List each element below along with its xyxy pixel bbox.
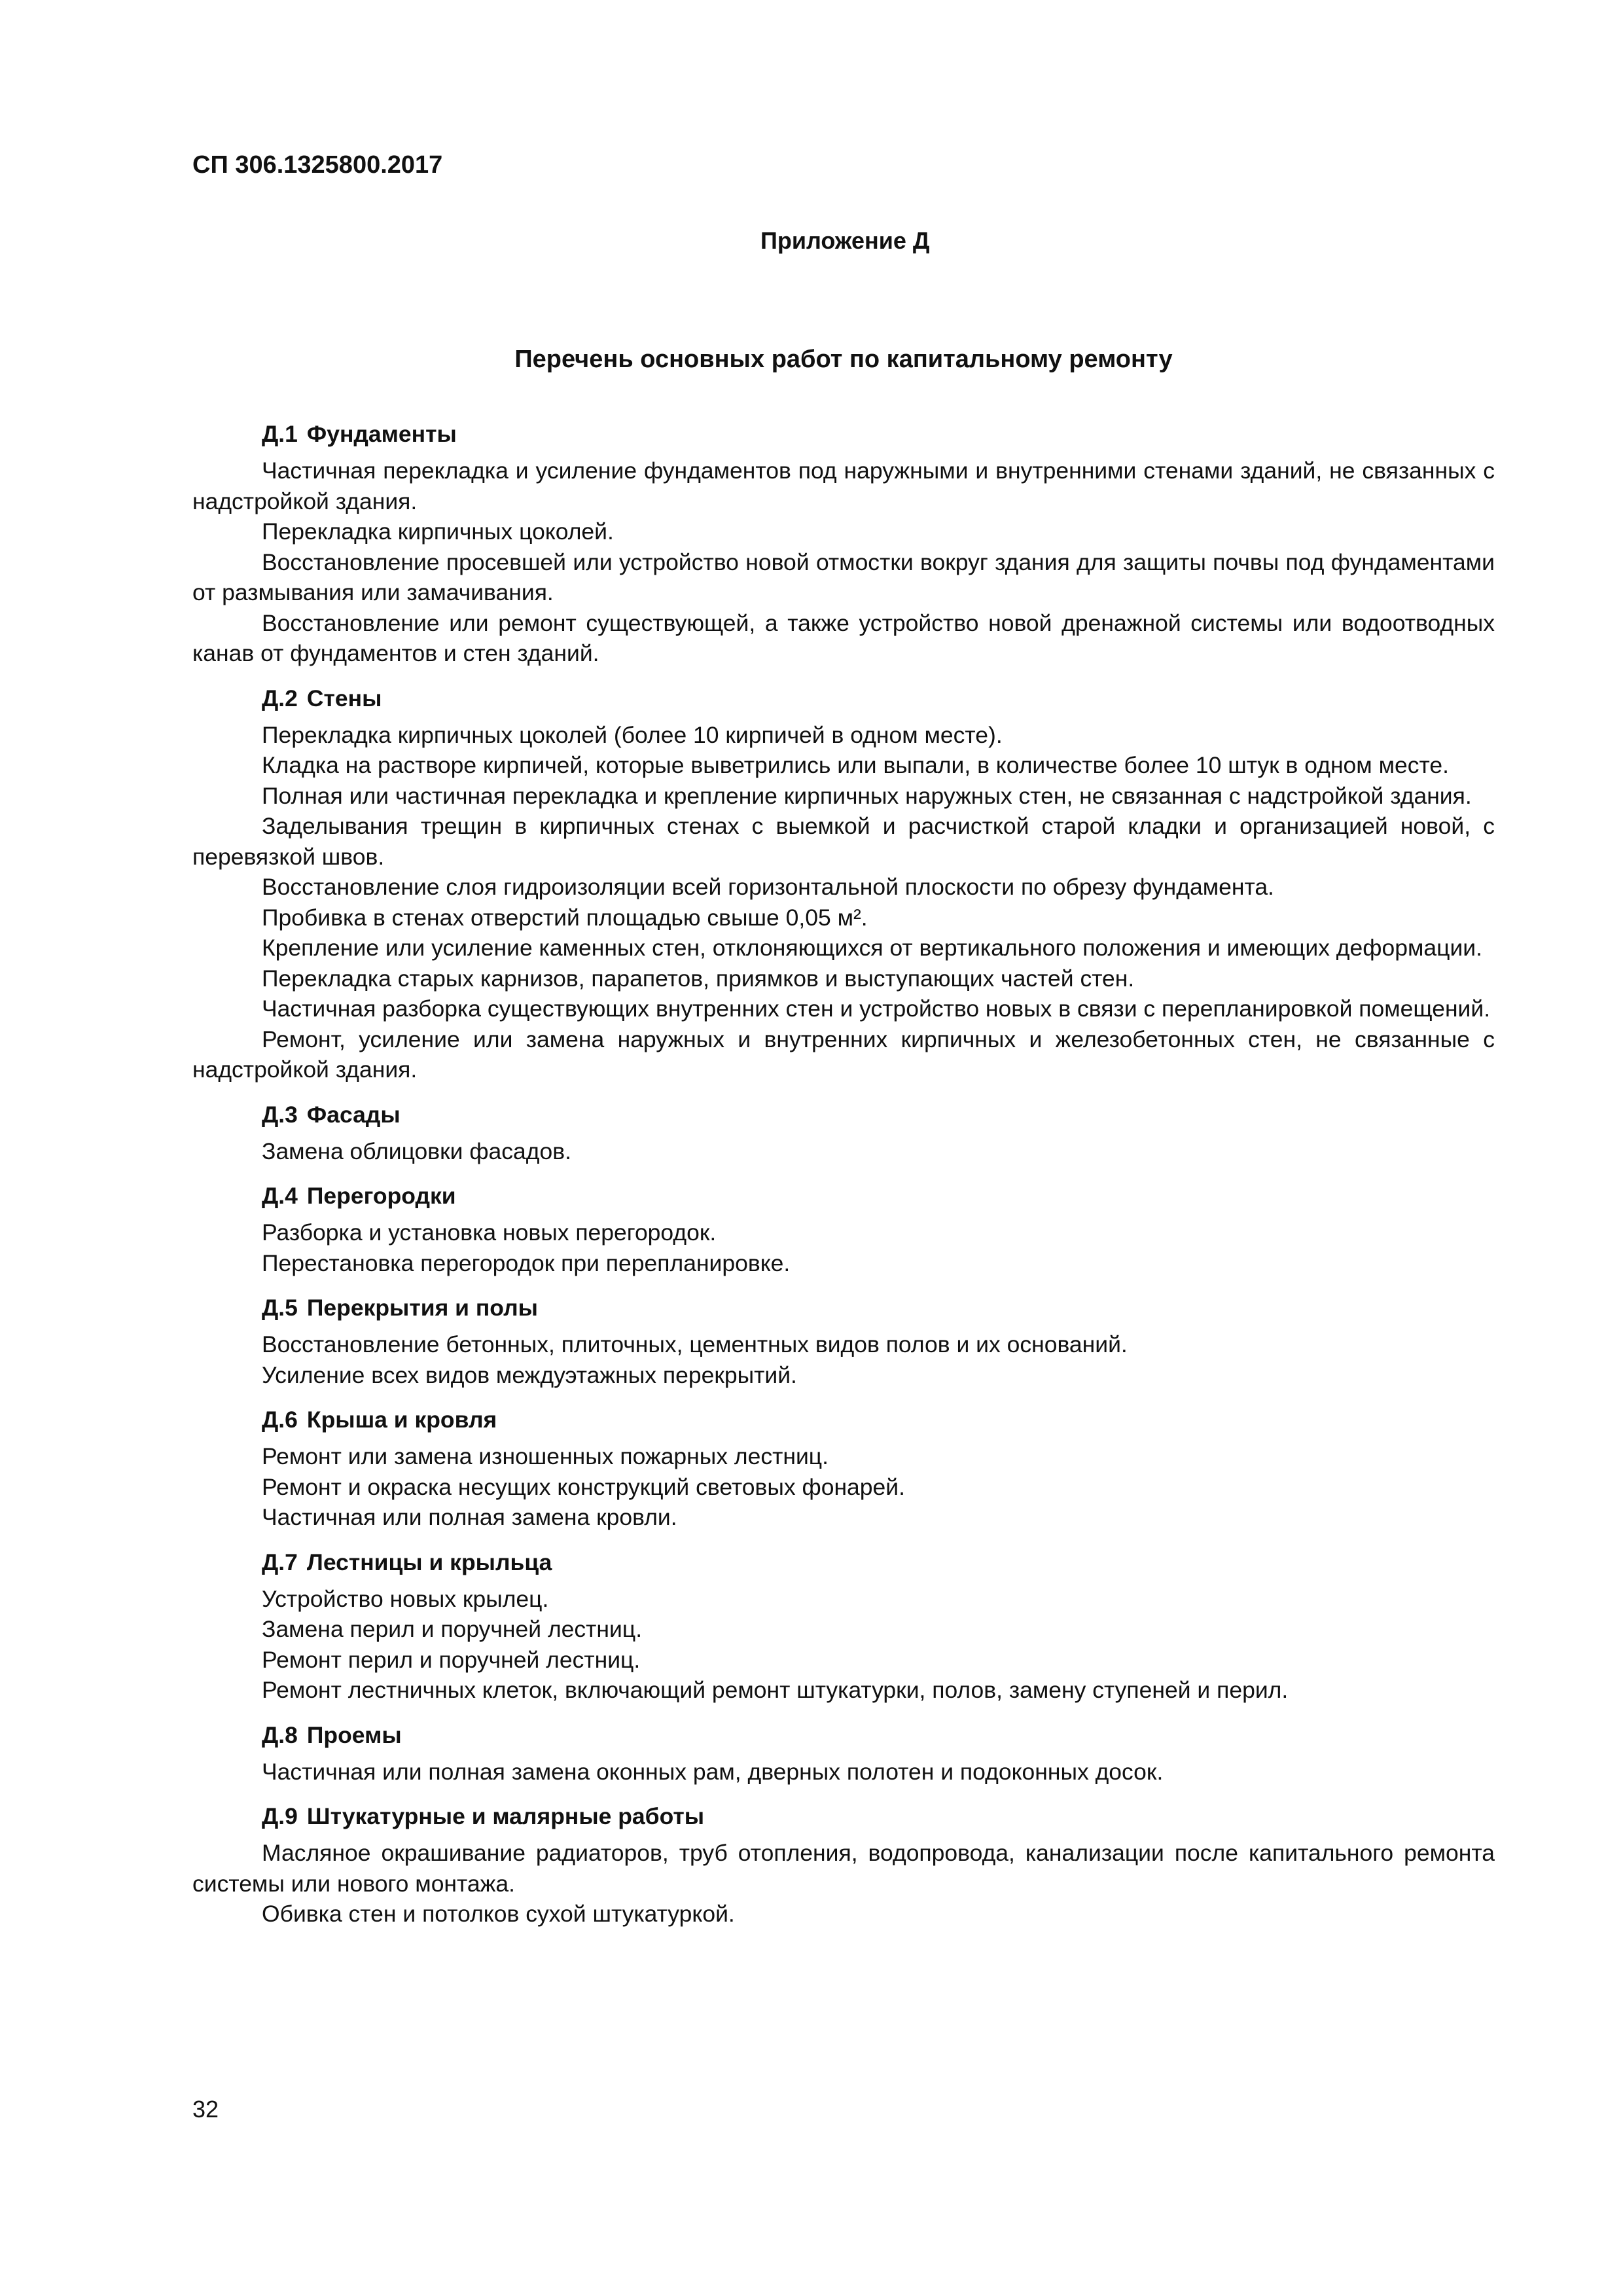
section-foundations <box>192 419 1495 669</box>
paragraph: Восстановление или ремонт существующей, а также устройство новой дренажной системы или водоотводных канав от фундаментов и стен зданий. <box>192 609 1495 666</box>
appendix-title: Перечень основных работ по капитальному ремонту <box>514 346 1173 373</box>
paragraph: Перекладка кирпичных цоколей (более 10 кирпичей в одном месте). <box>262 721 1003 748</box>
section-title: Перекрытия и полы <box>306 1295 538 1321</box>
section-walls <box>192 683 1495 1085</box>
paragraph: Ремонт перил и поручней лестниц. <box>262 1646 641 1673</box>
section-number: Д.8 <box>262 1721 298 1748</box>
section-partitions <box>192 1181 1495 1278</box>
paragraph: Частичная или полная замена оконных рам, дверных полотен и подоконных досок. <box>262 1758 1164 1785</box>
section-stairs <box>192 1547 1495 1706</box>
section-number: Д.9 <box>262 1803 298 1829</box>
section-facades <box>192 1100 1495 1167</box>
paragraph: Обивка стен и потолков сухой штукатуркой. <box>262 1901 735 1927</box>
paragraph: Частичная или полная замена кровли. <box>262 1504 677 1530</box>
section-title: Фундаменты <box>306 421 457 447</box>
section-title: Лестницы и крыльца <box>306 1549 552 1575</box>
appendix-label: Приложение Д <box>760 227 930 254</box>
paragraph: Частичная разборка существующих внутренних стен и устройство новых в связи с перепланировкой помещений. <box>262 996 1491 1022</box>
paragraph: Полная или частичная перекладка и крепление кирпичных наружных стен, не связанная с надстройкой здания. <box>262 782 1472 809</box>
paragraph: Усиление всех видов междуэтажных перекрытий. <box>262 1361 797 1388</box>
section-title: Штукатурные и малярные работы <box>306 1803 705 1829</box>
section-number: Д.2 <box>262 685 298 711</box>
section-heading <box>192 1100 1495 1130</box>
section-title: Проемы <box>306 1721 402 1748</box>
paragraph: Крепление или усиление каменных стен, отклоняющихся от вертикального положения и имеющих деформации. <box>262 935 1482 961</box>
section-heading <box>192 1547 1495 1577</box>
paragraph: Восстановление просевшей или устройство новой отмостки вокруг здания для защиты почвы под фундаментами от размывания или замачивания. <box>192 548 1495 605</box>
paragraph: Разборка и установка новых перегородок. <box>262 1219 717 1246</box>
paragraph: Перекладка старых карнизов, парапетов, приямков и выступающих частей стен. <box>262 965 1135 992</box>
paragraph: Восстановление слоя гидроизоляции всей горизонтальной плоскости по обрезу фундамента. <box>262 874 1274 900</box>
section-roof <box>192 1405 1495 1533</box>
section-number: Д.3 <box>262 1101 298 1128</box>
section-heading <box>192 419 1495 449</box>
section-number: Д.1 <box>262 421 298 447</box>
section-floors <box>192 1293 1495 1390</box>
paragraph: Ремонт и окраска несущих конструкций световых фонарей. <box>262 1473 905 1500</box>
paragraph: Замена перил и поручней лестниц. <box>262 1616 643 1642</box>
appendix-content <box>192 419 1495 1944</box>
section-number: Д.5 <box>262 1295 298 1321</box>
paragraph: Ремонт лестничных клеток, включающий ремонт штукатурки, полов, замену ступеней и перил. <box>262 1677 1289 1703</box>
paragraph: Ремонт, усиление или замена наружных и внутренних кирпичных и железобетонных стен, не связанные с надстройкой здания. <box>192 1026 1495 1083</box>
paragraph: Восстановление бетонных, плиточных, цементных видов полов и их оснований. <box>262 1331 1128 1357</box>
paragraph: Кладка на растворе кирпичей, которые выветрились или выпали, в количестве более 10 штук в одном месте. <box>262 752 1449 778</box>
section-heading <box>192 683 1495 713</box>
section-title: Фасады <box>306 1101 401 1128</box>
section-heading <box>192 1720 1495 1750</box>
section-heading <box>192 1405 1495 1435</box>
section-number: Д.4 <box>262 1183 298 1209</box>
paragraph: Пробивка в стенах отверстий площадью свыше 0,05 м². <box>262 904 868 931</box>
paragraph: Замена облицовки фасадов. <box>262 1138 571 1164</box>
standard-code: СП 306.1325800.2017 <box>192 151 443 179</box>
paragraph: Устройство новых крылец. <box>262 1585 549 1612</box>
paragraph: Перестановка перегородок при перепланировке. <box>262 1249 791 1276</box>
section-heading <box>192 1181 1495 1211</box>
paragraph: Ремонт или замена изношенных пожарных лестниц. <box>262 1443 829 1469</box>
section-heading <box>192 1801 1495 1831</box>
section-title: Перегородки <box>306 1183 456 1209</box>
section-title: Крыша и кровля <box>306 1407 497 1433</box>
paragraph: Частичная перекладка и усиление фундаментов под наружными и внутренними стенами зданий, не связанных с надстройкой здания. <box>192 457 1495 514</box>
page-number: 32 <box>192 2096 219 2123</box>
section-title: Стены <box>306 685 382 711</box>
paragraph: Перекладка кирпичных цоколей. <box>262 518 614 545</box>
section-openings <box>192 1720 1495 1787</box>
paragraph: Заделывания трещин в кирпичных стенах с выемкой и расчисткой старой кладки и организацией новой, с перевязкой швов. <box>192 813 1495 870</box>
section-number: Д.7 <box>262 1549 298 1575</box>
section-plastering <box>192 1801 1495 1929</box>
section-number: Д.6 <box>262 1407 298 1433</box>
paragraph: Масляное окрашивание радиаторов, труб отопления, водопровода, канализации после капитального ремонта системы или нового монтажа. <box>192 1840 1495 1897</box>
section-heading <box>192 1293 1495 1323</box>
